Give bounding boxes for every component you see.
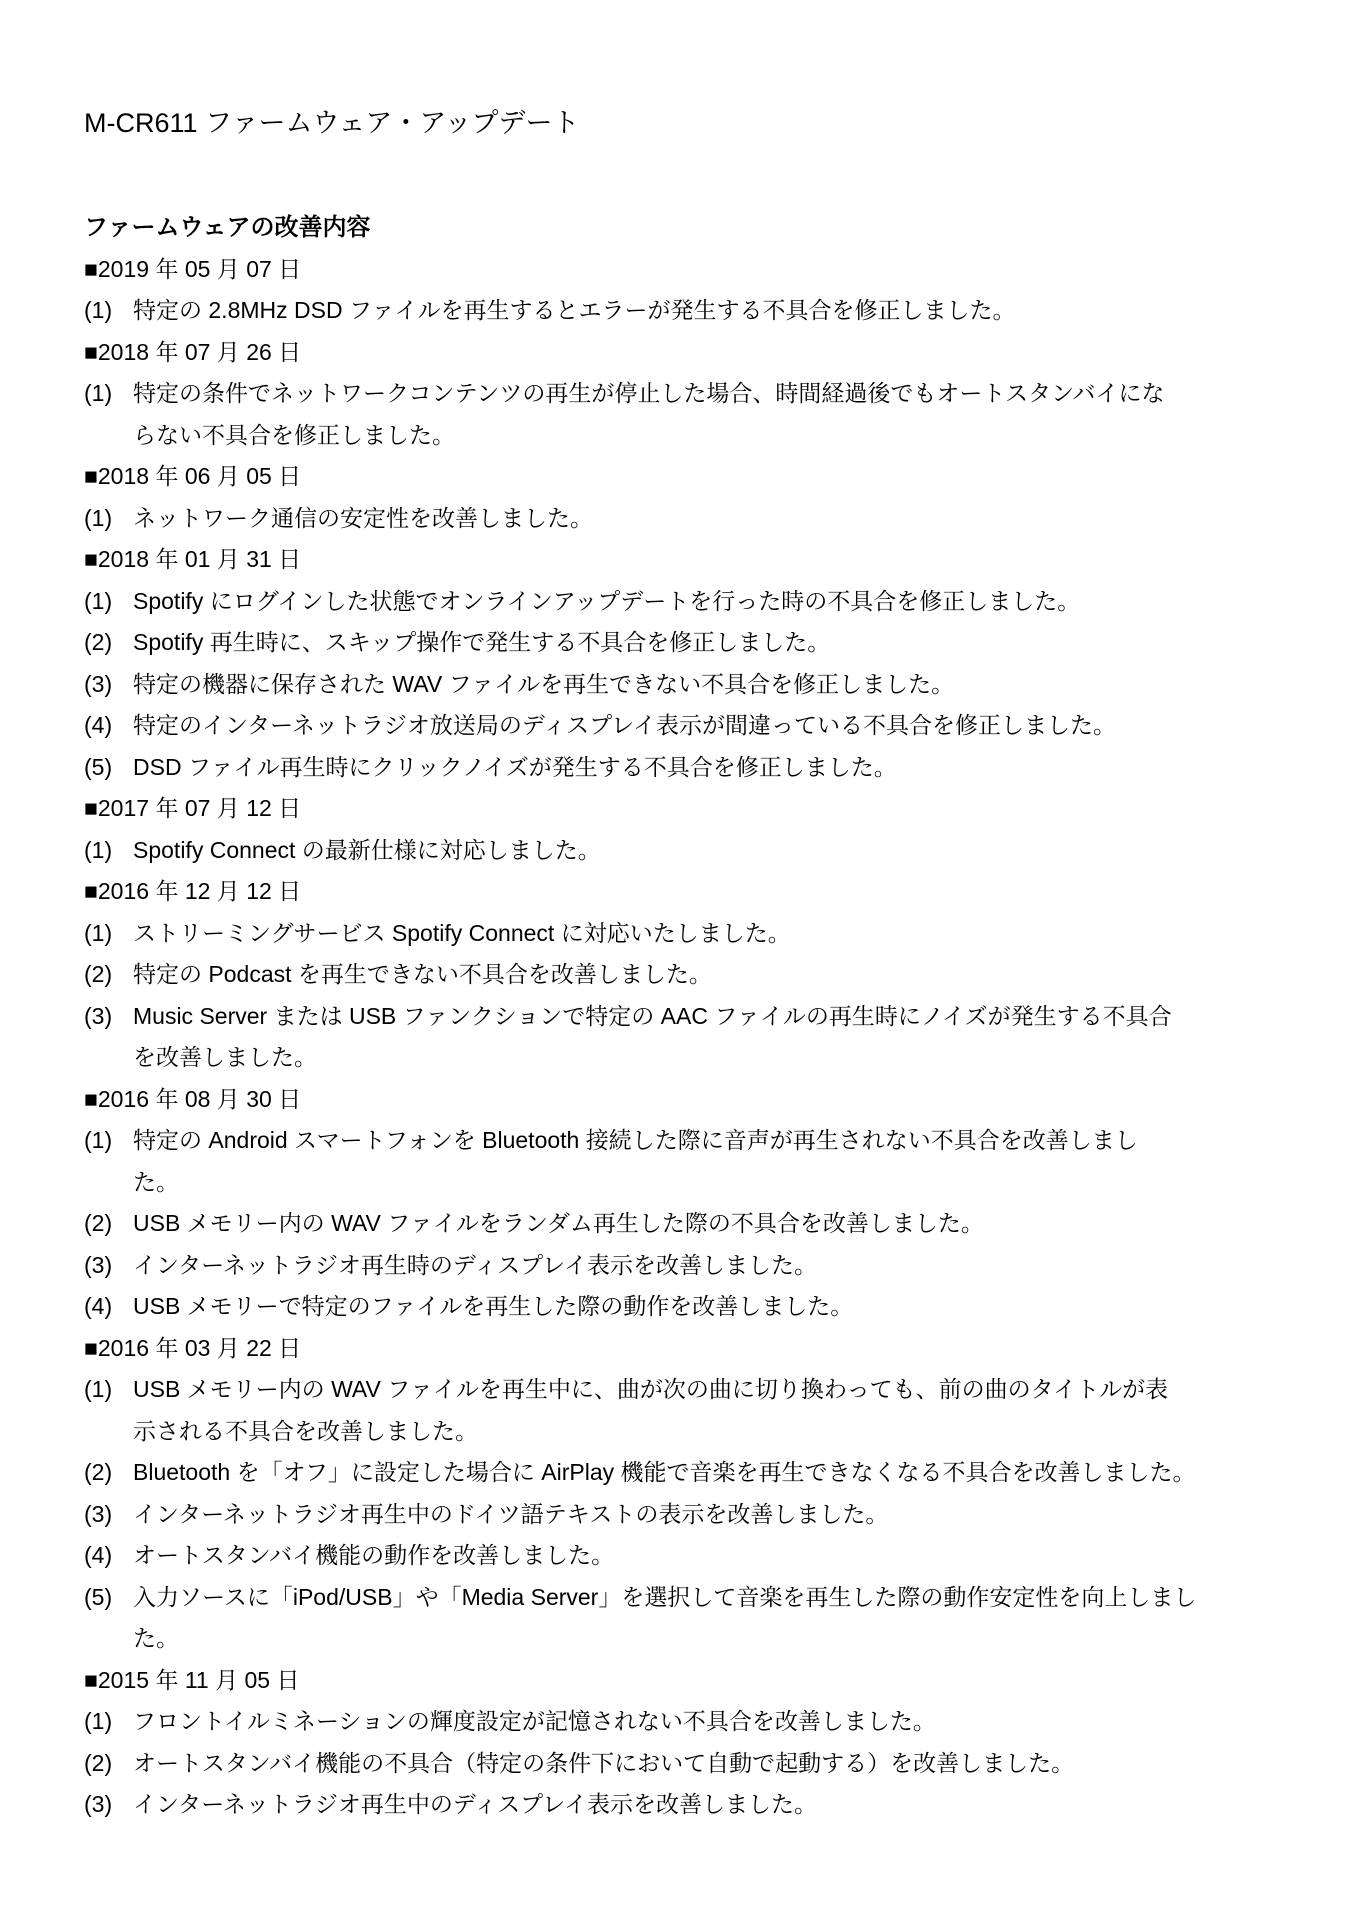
release-entry: [84, 1079, 1314, 1328]
item-number: (1): [84, 380, 113, 406]
release-entry: [84, 1660, 1314, 1826]
release-item: [84, 1701, 1314, 1743]
release-date: ■2018 年 01 月 31 日: [84, 546, 302, 572]
item-text-block: [133, 996, 1314, 1079]
item-text-block: [133, 747, 1314, 789]
release-item: [84, 1452, 1314, 1494]
item-text: USB メモリー内の WAV ファイルを再生中に、曲が次の曲に切り換わっても、前の曲のタイトルが表: [133, 1376, 1169, 1402]
item-number: (4): [84, 1293, 113, 1319]
item-text-block: [133, 1245, 1314, 1287]
item-text-block: [133, 1701, 1314, 1743]
release-item: [84, 1535, 1314, 1577]
release-item: [84, 1494, 1314, 1536]
item-text: USB メモリー内の WAV ファイルをランダム再生した際の不具合を改善しました。: [133, 1210, 984, 1236]
release-item: [84, 1120, 1314, 1203]
release-entry: [84, 539, 1314, 788]
item-number: (3): [84, 1251, 113, 1278]
item-text-block: [133, 1535, 1314, 1577]
release-item: [84, 373, 1314, 456]
item-number: (5): [84, 1583, 113, 1610]
item-text: Spotify にログインした状態でオンラインアップデートを行った時の不具合を修正しました。: [133, 587, 1081, 614]
item-text-continued: た。: [133, 1168, 179, 1195]
item-text-block: [133, 913, 1314, 955]
item-text-block: [133, 1286, 1314, 1328]
release-item: [84, 290, 1314, 332]
release-item: [84, 705, 1314, 747]
item-number: (1): [84, 504, 113, 531]
release-item: [84, 1369, 1314, 1452]
item-text: Bluetooth を「オフ」に設定した場合に AirPlay 機能で音楽を再生できなくなる不具合を改善しました。: [133, 1459, 1196, 1485]
item-number: (1): [84, 1708, 113, 1734]
item-text: 特定の 2.8MHz DSD ファイルを再生するとエラーが発生する不具合を修正しました。: [133, 297, 1016, 323]
item-number: (2): [84, 1749, 113, 1776]
item-number: (2): [84, 961, 113, 987]
release-item: [84, 1203, 1314, 1245]
release-date: ■2016 年 08 月 30 日: [84, 1085, 302, 1112]
item-text-block: [133, 954, 1314, 996]
release-item: [84, 954, 1314, 996]
item-text-continued: らない不具合を修正しました。: [133, 421, 455, 448]
item-number: (2): [84, 1210, 113, 1236]
item-number: (3): [84, 670, 113, 697]
item-text-block: [133, 1743, 1314, 1785]
item-text: 特定の Podcast を再生できない不具合を改善しました。: [133, 961, 712, 987]
release-item: [84, 664, 1314, 706]
item-number: (3): [84, 1791, 113, 1817]
item-text: 特定の機器に保存された WAV ファイルを再生できない不具合を修正しました。: [133, 670, 955, 697]
item-text-block: [133, 581, 1314, 623]
item-text: インターネットラジオ再生中のディスプレイ表示を改善しました。: [133, 1791, 818, 1817]
release-item: [84, 622, 1314, 664]
item-text: Spotify Connect の最新仕様に対応しました。: [133, 836, 601, 863]
item-text: フロントイルミネーションの輝度設定が記憶されない不具合を改善しました。: [133, 1708, 936, 1734]
release-date: ■2018 年 06 月 05 日: [84, 463, 302, 489]
item-text: ネットワーク通信の安定性を改善しました。: [133, 504, 593, 531]
item-text: ストリーミングサービス Spotify Connect に対応いたしました。: [133, 919, 791, 946]
document-title: M-CR611 ファームウェア・アップデート: [84, 108, 580, 138]
release-item: [84, 747, 1314, 789]
item-text-continued: た。: [133, 1625, 179, 1651]
item-number: (3): [84, 1500, 113, 1527]
item-number: (4): [84, 1542, 113, 1568]
item-number: (1): [84, 1376, 113, 1402]
item-text: 特定のインターネットラジオ放送局のディスプレイ表示が間違っている不具合を修正しました。: [133, 712, 1117, 738]
release-item: [84, 913, 1314, 955]
item-number: (1): [84, 1127, 113, 1153]
item-number: (2): [84, 629, 113, 655]
item-text-block: [133, 1452, 1314, 1494]
item-number: (4): [84, 712, 113, 738]
item-text-block: [133, 830, 1314, 872]
release-item: [84, 581, 1314, 623]
release-item: [84, 1784, 1314, 1826]
release-date: ■2019 年 05 月 07 日: [84, 255, 302, 282]
item-text: 特定の Android スマートフォンを Bluetooth 接続した際に音声が再生されない不具合を改善しまし: [133, 1127, 1138, 1153]
release-item: [84, 498, 1314, 540]
item-text: DSD ファイル再生時にクリックノイズが発生する不具合を修正しました。: [133, 753, 897, 780]
item-text-block: [133, 1494, 1314, 1536]
item-text-continued: 示される不具合を改善しました。: [133, 1417, 478, 1444]
release-item: [84, 1577, 1314, 1660]
item-text: オートスタンバイ機能の動作を改善しました。: [133, 1542, 615, 1568]
release-date: ■2018 年 07 月 26 日: [84, 338, 302, 365]
item-number: (1): [84, 836, 113, 863]
release-item: [84, 996, 1314, 1079]
item-text-block: [133, 498, 1314, 540]
item-text-continued: を改善しました。: [133, 1044, 317, 1070]
item-text: インターネットラジオ再生中のドイツ語テキストの表示を改善しました。: [133, 1500, 889, 1527]
item-text-block: [133, 1784, 1314, 1826]
item-text-block: [133, 664, 1314, 706]
item-text: Spotify 再生時に、スキップ操作で発生する不具合を修正しました。: [133, 629, 831, 655]
item-text: 特定の条件でネットワークコンテンツの再生が停止した場合、時間経過後でもオートスタンバイにな: [133, 380, 1165, 406]
document-body: [84, 207, 1314, 1826]
release-date: ■2015 年 11 月 05 日: [84, 1666, 300, 1693]
item-text: オートスタンバイ機能の不具合（特定の条件下において自動で起動する）を改善しました。: [133, 1749, 1075, 1776]
item-text-block: [133, 1577, 1314, 1660]
item-text-block: [133, 622, 1314, 664]
release-item: [84, 1743, 1314, 1785]
item-number: (2): [84, 1459, 113, 1485]
item-text: Music Server または USB ファンクションで特定の AAC ファイルの再生時にノイズが発生する不具合: [133, 1002, 1172, 1029]
item-number: (1): [84, 919, 113, 946]
release-entry: [84, 332, 1314, 457]
release-date: ■2017 年 07 月 12 日: [84, 795, 302, 821]
release-entry: [84, 788, 1314, 871]
item-number: (3): [84, 1002, 113, 1029]
item-text: 入力ソースに「iPod/USB」や「Media Server」を選択して音楽を再生した際の動作安定性を向上しまし: [133, 1583, 1197, 1610]
section-heading: ファームウェアの改善内容: [84, 214, 371, 241]
item-text-block: [133, 705, 1314, 747]
item-text-block: [133, 1120, 1314, 1203]
item-text: インターネットラジオ再生時のディスプレイ表示を改善しました。: [133, 1251, 818, 1278]
release-date: ■2016 年 03 月 22 日: [84, 1334, 302, 1361]
item-text-block: [133, 1369, 1314, 1452]
release-item: [84, 1245, 1314, 1287]
release-item: [84, 830, 1314, 872]
item-number: (5): [84, 753, 113, 780]
release-entry: [84, 1328, 1314, 1660]
release-date: ■2016 年 12 月 12 日: [84, 878, 302, 904]
release-entry: [84, 249, 1314, 332]
item-text-block: [133, 373, 1314, 456]
release-item: [84, 1286, 1314, 1328]
item-text-block: [133, 1203, 1314, 1245]
release-entry: [84, 871, 1314, 1079]
item-text-block: [133, 290, 1314, 332]
item-number: (1): [84, 587, 113, 614]
release-entry: [84, 456, 1314, 539]
item-number: (1): [84, 297, 113, 323]
item-text: USB メモリーで特定のファイルを再生した際の動作を改善しました。: [133, 1293, 854, 1319]
